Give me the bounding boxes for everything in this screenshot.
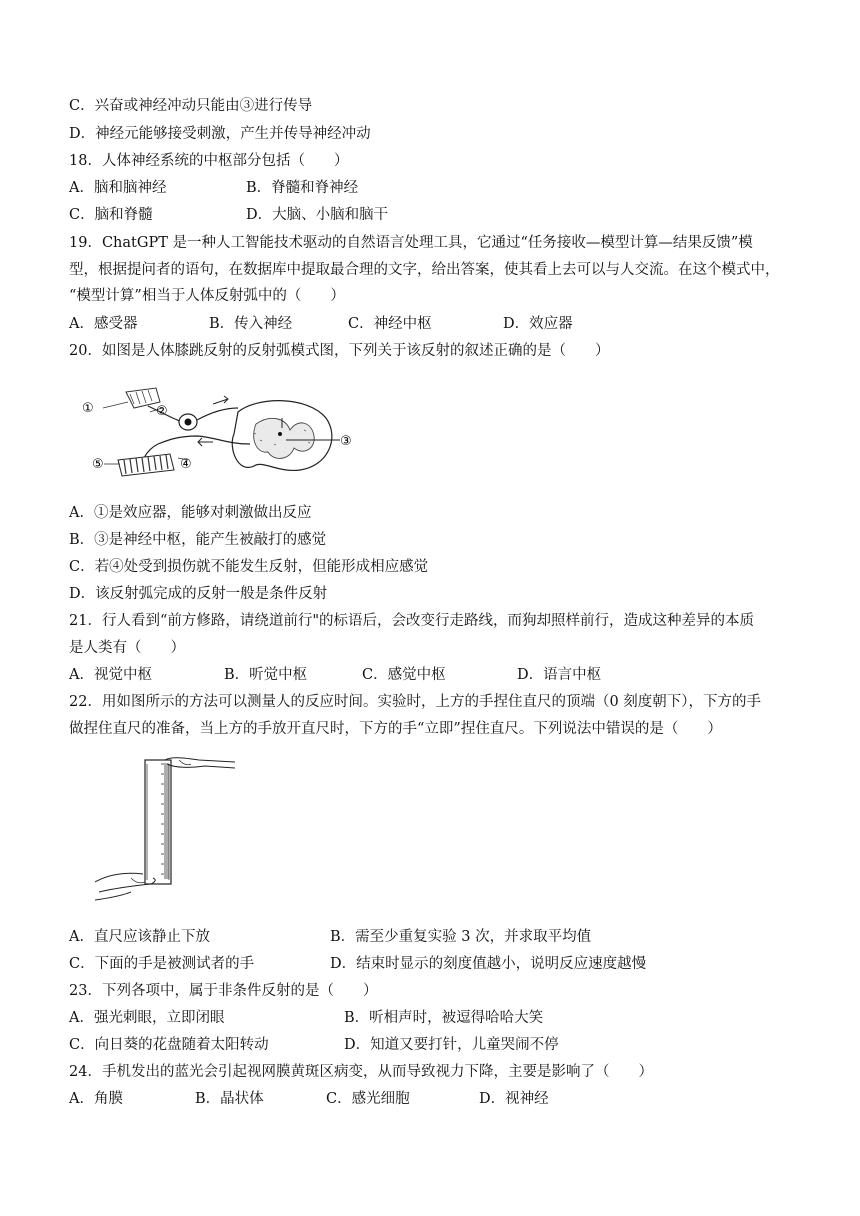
q17-option-c: C．兴奋或神经冲动只能由③进行传导 xyxy=(69,98,313,114)
q18-options-row-1 xyxy=(69,178,789,198)
q20-option-a: A．①是效应器，能够对刺激做出反应 xyxy=(69,505,312,521)
q20-stem: 20．如图是人体膝跳反射的反射弧模式图，下列关于该反射的叙述正确的是（ ） xyxy=(69,343,610,359)
q20-option-d: D．该反射弧完成的反射一般是条件反射 xyxy=(69,586,328,602)
q18-option-b: B．脊髓和脊神经 xyxy=(246,180,359,196)
q23-option-c: C．向日葵的花盘随着太阳转动 xyxy=(69,1037,269,1053)
q19-stem-line-1: 19．ChatGPT 是一种人工智能技术驱动的自然语言处理工具，它通过“任务接收—模型计算—结果反馈”模 xyxy=(69,235,753,251)
bottom-hand-drawing xyxy=(95,873,143,882)
q24-options xyxy=(69,1089,789,1109)
figure-label-3: ③ xyxy=(340,434,352,449)
q24-stem: 24．手机发出的蓝光会引起视网膜黄斑区病变，从而导致视力下降，主要是影响了（ ） xyxy=(69,1064,653,1080)
q24-option-c: C．感光细胞 xyxy=(326,1091,410,1107)
q18-option-a: A．脑和脑神经 xyxy=(69,180,167,196)
spinal-cord-drawing xyxy=(232,401,332,471)
ruler-drawing xyxy=(145,760,171,884)
q21-stem-line-2: 是人类有（ ） xyxy=(69,640,185,656)
q24-option-d: D．视神经 xyxy=(479,1091,549,1107)
q24-option-b: B．晶状体 xyxy=(195,1091,264,1107)
q19-stem-line-3: “模型计算”相当于人体反射弧中的（ ） xyxy=(69,288,345,304)
q23-options-row-1 xyxy=(69,1008,789,1028)
q22-option-c: C．下面的手是被测试者的手 xyxy=(69,956,255,972)
q18-option-d: D．大脑、小脑和脑干 xyxy=(246,207,389,223)
q19-option-c: C．神经中枢 xyxy=(348,316,432,332)
q22-stem-line-2: 做捏住直尺的准备，当上方的手放开直尺时，下方的手“立即”捏住直尺。下列说法中错误的是（ ） xyxy=(69,721,722,737)
effector-muscle-drawing xyxy=(118,454,174,476)
q17-option-d: D．神经元能够接受刺激，产生并传导神经冲动 xyxy=(69,126,371,142)
q19-stem-line-2: 型，根据提问者的语句，在数据库中提取最合理的文字，给出答案，使其看上去可以与人交流。在这个模式中， xyxy=(69,262,780,278)
q21-option-a: A．视觉中枢 xyxy=(69,667,152,683)
reflex-arc-figure xyxy=(78,378,358,486)
q23-option-b: B．听相声时，被逗得哈哈大笑 xyxy=(344,1010,544,1026)
q23-option-a: A．强光刺眼，立即闭眼 xyxy=(69,1010,225,1026)
q21-option-c: C．感觉中枢 xyxy=(362,667,446,683)
figure-label-1: ① xyxy=(82,401,94,416)
q22-option-b: B．需至少重复实验 3 次，并求取平均值 xyxy=(330,929,592,945)
q22-options-row-2 xyxy=(69,954,789,974)
figure-label-4: ④ xyxy=(180,457,192,472)
q23-option-d: D．知道又要打针，儿童哭闹不停 xyxy=(344,1037,559,1053)
q19-option-b: B．传入神经 xyxy=(209,316,293,332)
q20-option-b: B．③是神经中枢，能产生被敲打的感觉 xyxy=(69,532,327,548)
q21-option-b: B．听觉中枢 xyxy=(224,667,308,683)
q19-option-a: A．感受器 xyxy=(69,316,138,332)
q19-option-d: D．效应器 xyxy=(503,316,573,332)
top-hand-drawing xyxy=(165,758,235,762)
ruler-reaction-figure xyxy=(95,754,240,906)
figure-label-5: ⑤ xyxy=(92,457,104,472)
q22-options-row-1 xyxy=(69,927,789,947)
q22-stem-line-1: 22．用如图所示的方法可以测量人的反应时间。实验时，上方的手捏住直尺的顶端（0 刻度朝下），下方的手 xyxy=(69,694,762,710)
q21-options xyxy=(69,665,789,685)
q22-option-d: D．结束时显示的刻度值越小，说明反应速度越慢 xyxy=(330,956,647,972)
q24-option-a: A．角膜 xyxy=(69,1091,123,1107)
q23-stem: 23．下列各项中，属于非条件反射的是（ ） xyxy=(69,983,378,999)
q18-option-c: C．脑和脊髓 xyxy=(69,207,153,223)
receptor-skin-drawing xyxy=(126,388,160,408)
figure-label-2: ② xyxy=(156,404,168,419)
q21-option-d: D．语言中枢 xyxy=(517,667,602,683)
q18-stem: 18．人体神经系统的中枢部分包括（ ） xyxy=(69,153,349,169)
q19-options xyxy=(69,314,789,334)
q18-options-row-2 xyxy=(69,205,789,225)
q22-option-a: A．直尺应该静止下放 xyxy=(69,929,210,945)
q20-option-c: C．若④处受到损伤就不能发生反射，但能形成相应感觉 xyxy=(69,559,429,575)
q23-options-row-2 xyxy=(69,1035,789,1055)
q21-stem-line-1: 21．行人看到“前方修路，请绕道前行"的标语后，会改变行走路线，而狗却照样前行，造成这种差异的本质 xyxy=(69,613,755,629)
